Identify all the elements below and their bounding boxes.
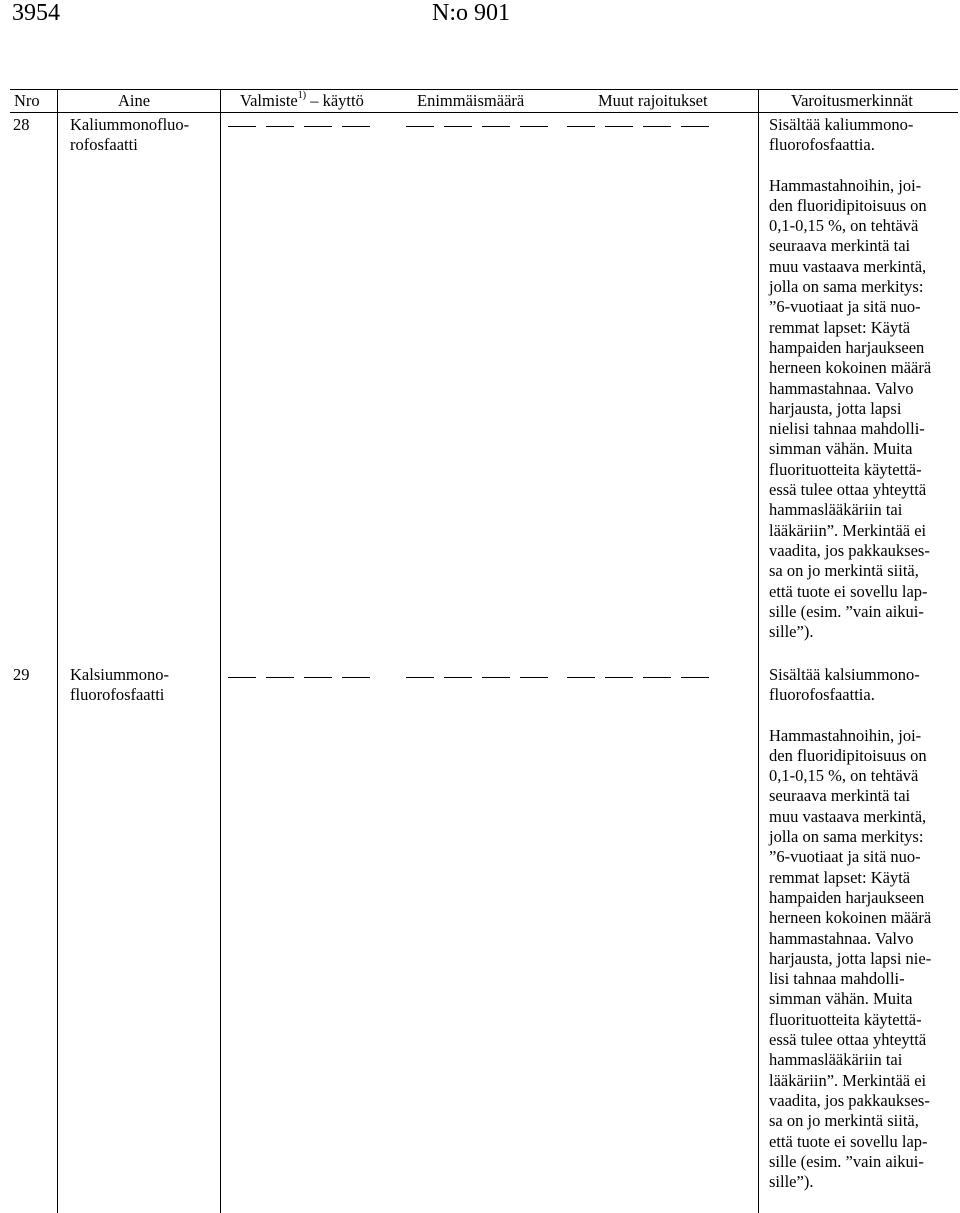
substance-name-line: rofosfaatti <box>70 135 138 155</box>
column-header-muut-rajoitukset: Muut rajoitukset <box>598 91 708 110</box>
dash <box>444 677 472 678</box>
dash <box>482 677 510 678</box>
warning-body: Hammastahnoihin, joi- den fluoridipitoisuus on 0,1-0,15 %, on tehtävä seuraava merkintä tai muu vastaava merkintä, jolla on sama merkitys: ”6-vuotiaat ja sitä nuo- remmat lapset: Käytä hampaiden harjaukseen herneen kokoinen määrä hammastahnaa. Valvo harjausta, jotta lapsi nielisi tahnaa mahdolli- simman vähän. Muita fluorituotteita käytettä- essä tulee ottaa yhteyttä hammaslääkäriin tai lääkäriin”. Merkintää ei vaadita, jos pakkaukses- sa on jo merkintä siitä, että tuote ei sovellu lap- sille (esim. ”vain aikui- sille”). <box>769 175 932 642</box>
dash <box>520 677 548 678</box>
table-header-rule <box>10 112 958 113</box>
dash <box>567 677 595 678</box>
warning-intro: Sisältää kaliummono- fluorofosfaattia. <box>769 115 914 155</box>
dash <box>228 677 256 678</box>
dash <box>605 126 633 127</box>
dash <box>228 126 256 127</box>
dash <box>605 677 633 678</box>
dash <box>681 677 709 678</box>
substance-name-line: Kalsiummono- <box>70 665 169 684</box>
dash <box>266 126 294 127</box>
dash <box>342 126 370 127</box>
page-header <box>0 0 960 40</box>
dash <box>643 677 671 678</box>
column-divider-aine <box>220 89 221 1213</box>
column-header-aine: Aine <box>118 91 151 110</box>
dash <box>444 126 472 127</box>
dash <box>406 677 434 678</box>
substance-name <box>70 665 220 706</box>
warning-body: Hammastahnoihin, joi- den fluoridipitoisuus on 0,1-0,15 %, on tehtävä seuraava merkintä tai muu vastaava merkintä, jolla on sama merkitys: ”6-vuotiaat ja sitä nuo- remmat lapset: Käytä hampaiden harjaukseen herneen kokoinen määrä hammastahnaa. Valvo harjausta, jotta lapsi nie- lisi tahnaa mahdolli- simman vähän. Muita fluorituotteita käytettä- essä tulee ottaa yhteyttä hammaslääkäriin tai lääkäriin”. Merkintää ei vaadita, jos pakkaukses- sa on jo merkintä siitä, että tuote ei sovellu lap- sille (esim. ”vain aikui- sille”). <box>769 725 932 1192</box>
column-divider-nro <box>57 89 58 1213</box>
substance-name <box>70 115 220 156</box>
warning-text <box>769 665 954 1192</box>
column-divider-varoitus <box>758 89 759 1213</box>
dash <box>266 677 294 678</box>
column-header-nro: Nro <box>14 91 40 110</box>
table-top-rule <box>10 89 958 90</box>
dash <box>520 126 548 127</box>
column-header-valmiste <box>240 91 364 111</box>
footnote-marker: 1) <box>297 89 307 101</box>
row-number: 28 <box>13 115 30 134</box>
substance-name-line: fluorofosfaatti <box>70 685 165 705</box>
column-header-varoitusmerkinnat: Varoitusmerkinnät <box>791 91 913 110</box>
dash <box>482 126 510 127</box>
warning-intro: Sisältää kalsiummono- fluorofosfaattia. <box>769 665 920 705</box>
substance-name-line: Kaliummonofluo- <box>70 115 190 134</box>
warning-text <box>769 115 954 642</box>
dash <box>643 126 671 127</box>
issue-number: N:o 901 <box>432 0 510 26</box>
dash <box>304 677 332 678</box>
page-number: 3954 <box>12 0 60 26</box>
dash <box>342 677 370 678</box>
column-header-valmiste-suffix: – käyttö <box>306 91 364 110</box>
dash <box>406 126 434 127</box>
column-header-valmiste-label: Valmiste <box>240 91 298 110</box>
column-header-enimmaismaara: Enimmäismäärä <box>417 91 525 110</box>
dash <box>681 126 709 127</box>
row-number: 29 <box>13 665 30 684</box>
dash <box>304 126 332 127</box>
dash <box>567 126 595 127</box>
